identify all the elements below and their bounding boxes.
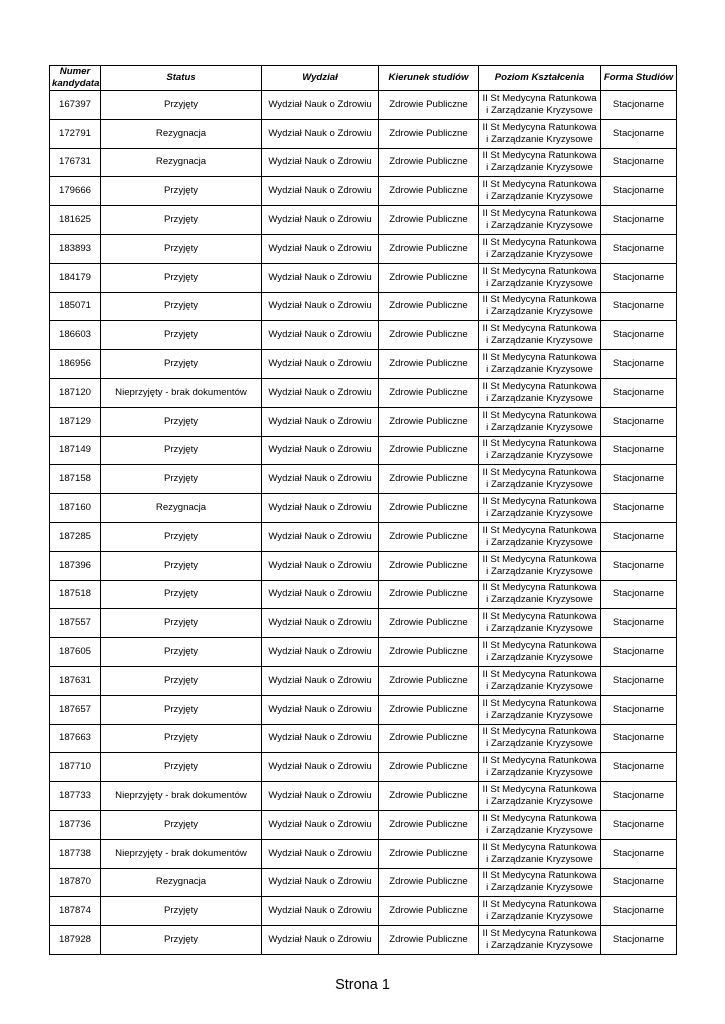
cell-poziom-ksztalcenia: II St Medycyna Ratunkowa i Zarządzanie Kryzysowe <box>479 551 601 580</box>
cell-status: Przyjęty <box>101 263 262 292</box>
cell-forma-studiow: Stacjonarne <box>601 551 677 580</box>
cell-numer-kandydata: 187663 <box>50 724 101 753</box>
cell-wydzial: Wydział Nauk o Zdrowiu <box>262 666 379 695</box>
table-header <box>50 66 677 91</box>
table-row <box>50 839 677 868</box>
cell-numer-kandydata: 186956 <box>50 350 101 379</box>
table-row <box>50 782 677 811</box>
table-row <box>50 494 677 523</box>
cell-status: Rezygnacja <box>101 148 262 177</box>
cell-status: Przyjęty <box>101 321 262 350</box>
cell-status: Rezygnacja <box>101 868 262 897</box>
cell-status: Rezygnacja <box>101 494 262 523</box>
cell-numer-kandydata: 187733 <box>50 782 101 811</box>
table-row <box>50 465 677 494</box>
cell-forma-studiow: Stacjonarne <box>601 119 677 148</box>
cell-poziom-ksztalcenia: II St Medycyna Ratunkowa i Zarządzanie Kryzysowe <box>479 522 601 551</box>
cell-poziom-ksztalcenia: II St Medycyna Ratunkowa i Zarządzanie Kryzysowe <box>479 91 601 120</box>
cell-kierunek-studiow: Zdrowie Publiczne <box>379 465 479 494</box>
table-row <box>50 580 677 609</box>
cell-wydzial: Wydział Nauk o Zdrowiu <box>262 119 379 148</box>
cell-poziom-ksztalcenia: II St Medycyna Ratunkowa i Zarządzanie Kryzysowe <box>479 436 601 465</box>
cell-numer-kandydata: 187160 <box>50 494 101 523</box>
cell-poziom-ksztalcenia: II St Medycyna Ratunkowa i Zarządzanie Kryzysowe <box>479 695 601 724</box>
table-row <box>50 119 677 148</box>
cell-status: Przyjęty <box>101 810 262 839</box>
cell-numer-kandydata: 187285 <box>50 522 101 551</box>
cell-forma-studiow: Stacjonarne <box>601 609 677 638</box>
cell-forma-studiow: Stacjonarne <box>601 378 677 407</box>
cell-numer-kandydata: 187149 <box>50 436 101 465</box>
cell-wydzial: Wydział Nauk o Zdrowiu <box>262 897 379 926</box>
cell-wydzial: Wydział Nauk o Zdrowiu <box>262 465 379 494</box>
candidates-table <box>49 65 677 955</box>
cell-wydzial: Wydział Nauk o Zdrowiu <box>262 522 379 551</box>
cell-kierunek-studiow: Zdrowie Publiczne <box>379 321 479 350</box>
header-row <box>50 66 677 91</box>
cell-forma-studiow: Stacjonarne <box>601 494 677 523</box>
cell-wydzial: Wydział Nauk o Zdrowiu <box>262 753 379 782</box>
cell-status: Nieprzyjęty - brak dokumentów <box>101 378 262 407</box>
table-row <box>50 695 677 724</box>
table-row <box>50 522 677 551</box>
cell-poziom-ksztalcenia: II St Medycyna Ratunkowa i Zarządzanie Kryzysowe <box>479 234 601 263</box>
cell-numer-kandydata: 187518 <box>50 580 101 609</box>
cell-numer-kandydata: 187874 <box>50 897 101 926</box>
cell-kierunek-studiow: Zdrowie Publiczne <box>379 580 479 609</box>
cell-kierunek-studiow: Zdrowie Publiczne <box>379 263 479 292</box>
cell-numer-kandydata: 184179 <box>50 263 101 292</box>
cell-poziom-ksztalcenia: II St Medycyna Ratunkowa i Zarządzanie Kryzysowe <box>479 148 601 177</box>
cell-poziom-ksztalcenia: II St Medycyna Ratunkowa i Zarządzanie Kryzysowe <box>479 350 601 379</box>
table-row <box>50 91 677 120</box>
table-row <box>50 263 677 292</box>
cell-kierunek-studiow: Zdrowie Publiczne <box>379 609 479 638</box>
cell-poziom-ksztalcenia: II St Medycyna Ratunkowa i Zarządzanie Kryzysowe <box>479 206 601 235</box>
cell-poziom-ksztalcenia: II St Medycyna Ratunkowa i Zarządzanie Kryzysowe <box>479 666 601 695</box>
cell-forma-studiow: Stacjonarne <box>601 522 677 551</box>
cell-poziom-ksztalcenia: II St Medycyna Ratunkowa i Zarządzanie Kryzysowe <box>479 580 601 609</box>
cell-forma-studiow: Stacjonarne <box>601 148 677 177</box>
cell-status: Przyjęty <box>101 724 262 753</box>
cell-kierunek-studiow: Zdrowie Publiczne <box>379 522 479 551</box>
cell-wydzial: Wydział Nauk o Zdrowiu <box>262 350 379 379</box>
cell-status: Przyjęty <box>101 551 262 580</box>
table-row <box>50 724 677 753</box>
cell-wydzial: Wydział Nauk o Zdrowiu <box>262 494 379 523</box>
cell-forma-studiow: Stacjonarne <box>601 753 677 782</box>
cell-kierunek-studiow: Zdrowie Publiczne <box>379 753 479 782</box>
cell-forma-studiow: Stacjonarne <box>601 580 677 609</box>
cell-forma-studiow: Stacjonarne <box>601 810 677 839</box>
table-row <box>50 551 677 580</box>
cell-wydzial: Wydział Nauk o Zdrowiu <box>262 378 379 407</box>
cell-forma-studiow: Stacjonarne <box>601 897 677 926</box>
cell-forma-studiow: Stacjonarne <box>601 91 677 120</box>
cell-wydzial: Wydział Nauk o Zdrowiu <box>262 609 379 638</box>
cell-wydzial: Wydział Nauk o Zdrowiu <box>262 407 379 436</box>
cell-numer-kandydata: 187129 <box>50 407 101 436</box>
table-row <box>50 350 677 379</box>
cell-kierunek-studiow: Zdrowie Publiczne <box>379 292 479 321</box>
cell-kierunek-studiow: Zdrowie Publiczne <box>379 378 479 407</box>
cell-poziom-ksztalcenia: II St Medycyna Ratunkowa i Zarządzanie Kryzysowe <box>479 407 601 436</box>
cell-wydzial: Wydział Nauk o Zdrowiu <box>262 926 379 955</box>
cell-poziom-ksztalcenia: II St Medycyna Ratunkowa i Zarządzanie Kryzysowe <box>479 753 601 782</box>
table-row <box>50 321 677 350</box>
cell-wydzial: Wydział Nauk o Zdrowiu <box>262 292 379 321</box>
cell-wydzial: Wydział Nauk o Zdrowiu <box>262 263 379 292</box>
table-row <box>50 177 677 206</box>
cell-numer-kandydata: 187557 <box>50 609 101 638</box>
header-forma-studiow: Forma Studiów <box>601 66 677 91</box>
cell-numer-kandydata: 167397 <box>50 91 101 120</box>
cell-forma-studiow: Stacjonarne <box>601 177 677 206</box>
cell-poziom-ksztalcenia: II St Medycyna Ratunkowa i Zarządzanie Kryzysowe <box>479 724 601 753</box>
cell-poziom-ksztalcenia: II St Medycyna Ratunkowa i Zarządzanie Kryzysowe <box>479 638 601 667</box>
cell-poziom-ksztalcenia: II St Medycyna Ratunkowa i Zarządzanie Kryzysowe <box>479 810 601 839</box>
cell-forma-studiow: Stacjonarne <box>601 666 677 695</box>
cell-status: Przyjęty <box>101 695 262 724</box>
cell-poziom-ksztalcenia: II St Medycyna Ratunkowa i Zarządzanie Kryzysowe <box>479 897 601 926</box>
cell-status: Przyjęty <box>101 91 262 120</box>
cell-wydzial: Wydział Nauk o Zdrowiu <box>262 695 379 724</box>
table-body <box>50 91 677 955</box>
cell-forma-studiow: Stacjonarne <box>601 695 677 724</box>
cell-poziom-ksztalcenia: II St Medycyna Ratunkowa i Zarządzanie Kryzysowe <box>479 494 601 523</box>
table-row <box>50 609 677 638</box>
header-wydzial: Wydział <box>262 66 379 91</box>
cell-wydzial: Wydział Nauk o Zdrowiu <box>262 551 379 580</box>
cell-numer-kandydata: 185071 <box>50 292 101 321</box>
cell-forma-studiow: Stacjonarne <box>601 782 677 811</box>
cell-poziom-ksztalcenia: II St Medycyna Ratunkowa i Zarządzanie Kryzysowe <box>479 119 601 148</box>
cell-numer-kandydata: 187736 <box>50 810 101 839</box>
table-row <box>50 436 677 465</box>
page-number: Strona 1 <box>335 977 390 993</box>
cell-numer-kandydata: 172791 <box>50 119 101 148</box>
cell-status: Przyjęty <box>101 350 262 379</box>
table-row <box>50 407 677 436</box>
cell-numer-kandydata: 187120 <box>50 378 101 407</box>
table-row <box>50 638 677 667</box>
cell-poziom-ksztalcenia: II St Medycyna Ratunkowa i Zarządzanie Kryzysowe <box>479 839 601 868</box>
cell-numer-kandydata: 181625 <box>50 206 101 235</box>
cell-kierunek-studiow: Zdrowie Publiczne <box>379 350 479 379</box>
cell-kierunek-studiow: Zdrowie Publiczne <box>379 436 479 465</box>
header-kierunek-studiow: Kierunek studiów <box>379 66 479 91</box>
cell-status: Rezygnacja <box>101 119 262 148</box>
cell-forma-studiow: Stacjonarne <box>601 292 677 321</box>
cell-status: Przyjęty <box>101 436 262 465</box>
cell-kierunek-studiow: Zdrowie Publiczne <box>379 494 479 523</box>
cell-poziom-ksztalcenia: II St Medycyna Ratunkowa i Zarządzanie Kryzysowe <box>479 926 601 955</box>
table-row <box>50 378 677 407</box>
cell-kierunek-studiow: Zdrowie Publiczne <box>379 782 479 811</box>
cell-kierunek-studiow: Zdrowie Publiczne <box>379 666 479 695</box>
cell-kierunek-studiow: Zdrowie Publiczne <box>379 724 479 753</box>
cell-wydzial: Wydział Nauk o Zdrowiu <box>262 580 379 609</box>
cell-wydzial: Wydział Nauk o Zdrowiu <box>262 839 379 868</box>
cell-wydzial: Wydział Nauk o Zdrowiu <box>262 148 379 177</box>
cell-wydzial: Wydział Nauk o Zdrowiu <box>262 177 379 206</box>
header-poziom-ksztalcenia: Poziom Kształcenia <box>479 66 601 91</box>
cell-numer-kandydata: 187158 <box>50 465 101 494</box>
table-row <box>50 810 677 839</box>
cell-forma-studiow: Stacjonarne <box>601 436 677 465</box>
table-row <box>50 234 677 263</box>
cell-kierunek-studiow: Zdrowie Publiczne <box>379 695 479 724</box>
cell-forma-studiow: Stacjonarne <box>601 926 677 955</box>
cell-wydzial: Wydział Nauk o Zdrowiu <box>262 782 379 811</box>
cell-numer-kandydata: 187738 <box>50 839 101 868</box>
cell-numer-kandydata: 176731 <box>50 148 101 177</box>
cell-kierunek-studiow: Zdrowie Publiczne <box>379 810 479 839</box>
cell-status: Przyjęty <box>101 522 262 551</box>
cell-forma-studiow: Stacjonarne <box>601 868 677 897</box>
cell-kierunek-studiow: Zdrowie Publiczne <box>379 206 479 235</box>
table-row <box>50 292 677 321</box>
cell-numer-kandydata: 187870 <box>50 868 101 897</box>
cell-poziom-ksztalcenia: II St Medycyna Ratunkowa i Zarządzanie Kryzysowe <box>479 378 601 407</box>
table-row <box>50 926 677 955</box>
cell-poziom-ksztalcenia: II St Medycyna Ratunkowa i Zarządzanie Kryzysowe <box>479 609 601 638</box>
cell-numer-kandydata: 187928 <box>50 926 101 955</box>
cell-forma-studiow: Stacjonarne <box>601 234 677 263</box>
cell-numer-kandydata: 187631 <box>50 666 101 695</box>
cell-status: Przyjęty <box>101 753 262 782</box>
cell-wydzial: Wydział Nauk o Zdrowiu <box>262 321 379 350</box>
cell-status: Przyjęty <box>101 609 262 638</box>
cell-forma-studiow: Stacjonarne <box>601 724 677 753</box>
cell-kierunek-studiow: Zdrowie Publiczne <box>379 926 479 955</box>
cell-poziom-ksztalcenia: II St Medycyna Ratunkowa i Zarządzanie Kryzysowe <box>479 263 601 292</box>
cell-kierunek-studiow: Zdrowie Publiczne <box>379 897 479 926</box>
cell-wydzial: Wydział Nauk o Zdrowiu <box>262 91 379 120</box>
cell-forma-studiow: Stacjonarne <box>601 839 677 868</box>
cell-forma-studiow: Stacjonarne <box>601 321 677 350</box>
cell-forma-studiow: Stacjonarne <box>601 350 677 379</box>
cell-status: Przyjęty <box>101 177 262 206</box>
cell-wydzial: Wydział Nauk o Zdrowiu <box>262 724 379 753</box>
cell-status: Przyjęty <box>101 407 262 436</box>
table-row <box>50 753 677 782</box>
cell-status: Nieprzyjęty - brak dokumentów <box>101 839 262 868</box>
cell-forma-studiow: Stacjonarne <box>601 638 677 667</box>
cell-numer-kandydata: 179666 <box>50 177 101 206</box>
cell-kierunek-studiow: Zdrowie Publiczne <box>379 119 479 148</box>
cell-kierunek-studiow: Zdrowie Publiczne <box>379 148 479 177</box>
cell-poziom-ksztalcenia: II St Medycyna Ratunkowa i Zarządzanie Kryzysowe <box>479 782 601 811</box>
header-status: Status <box>101 66 262 91</box>
cell-wydzial: Wydział Nauk o Zdrowiu <box>262 810 379 839</box>
cell-status: Przyjęty <box>101 580 262 609</box>
cell-kierunek-studiow: Zdrowie Publiczne <box>379 868 479 897</box>
cell-status: Przyjęty <box>101 206 262 235</box>
cell-forma-studiow: Stacjonarne <box>601 465 677 494</box>
cell-kierunek-studiow: Zdrowie Publiczne <box>379 91 479 120</box>
cell-status: Przyjęty <box>101 666 262 695</box>
cell-numer-kandydata: 186603 <box>50 321 101 350</box>
cell-kierunek-studiow: Zdrowie Publiczne <box>379 234 479 263</box>
table-row <box>50 206 677 235</box>
cell-status: Przyjęty <box>101 234 262 263</box>
table-row <box>50 666 677 695</box>
cell-forma-studiow: Stacjonarne <box>601 407 677 436</box>
cell-kierunek-studiow: Zdrowie Publiczne <box>379 177 479 206</box>
cell-status: Przyjęty <box>101 465 262 494</box>
table-row <box>50 897 677 926</box>
cell-wydzial: Wydział Nauk o Zdrowiu <box>262 638 379 667</box>
cell-status: Przyjęty <box>101 926 262 955</box>
table-row <box>50 868 677 897</box>
cell-status: Przyjęty <box>101 292 262 321</box>
cell-poziom-ksztalcenia: II St Medycyna Ratunkowa i Zarządzanie Kryzysowe <box>479 868 601 897</box>
cell-wydzial: Wydział Nauk o Zdrowiu <box>262 868 379 897</box>
cell-wydzial: Wydział Nauk o Zdrowiu <box>262 436 379 465</box>
cell-poziom-ksztalcenia: II St Medycyna Ratunkowa i Zarządzanie Kryzysowe <box>479 465 601 494</box>
cell-poziom-ksztalcenia: II St Medycyna Ratunkowa i Zarządzanie Kryzysowe <box>479 321 601 350</box>
cell-wydzial: Wydział Nauk o Zdrowiu <box>262 234 379 263</box>
cell-numer-kandydata: 187657 <box>50 695 101 724</box>
cell-forma-studiow: Stacjonarne <box>601 206 677 235</box>
cell-kierunek-studiow: Zdrowie Publiczne <box>379 407 479 436</box>
cell-numer-kandydata: 183893 <box>50 234 101 263</box>
cell-wydzial: Wydział Nauk o Zdrowiu <box>262 206 379 235</box>
cell-status: Nieprzyjęty - brak dokumentów <box>101 782 262 811</box>
cell-kierunek-studiow: Zdrowie Publiczne <box>379 839 479 868</box>
cell-forma-studiow: Stacjonarne <box>601 263 677 292</box>
cell-kierunek-studiow: Zdrowie Publiczne <box>379 551 479 580</box>
cell-kierunek-studiow: Zdrowie Publiczne <box>379 638 479 667</box>
cell-numer-kandydata: 187605 <box>50 638 101 667</box>
cell-status: Przyjęty <box>101 897 262 926</box>
cell-poziom-ksztalcenia: II St Medycyna Ratunkowa i Zarządzanie Kryzysowe <box>479 292 601 321</box>
cell-numer-kandydata: 187396 <box>50 551 101 580</box>
cell-poziom-ksztalcenia: II St Medycyna Ratunkowa i Zarządzanie Kryzysowe <box>479 177 601 206</box>
cell-numer-kandydata: 187710 <box>50 753 101 782</box>
table-row <box>50 148 677 177</box>
header-numer-kandydata: Numer kandydata <box>50 66 101 91</box>
cell-status: Przyjęty <box>101 638 262 667</box>
